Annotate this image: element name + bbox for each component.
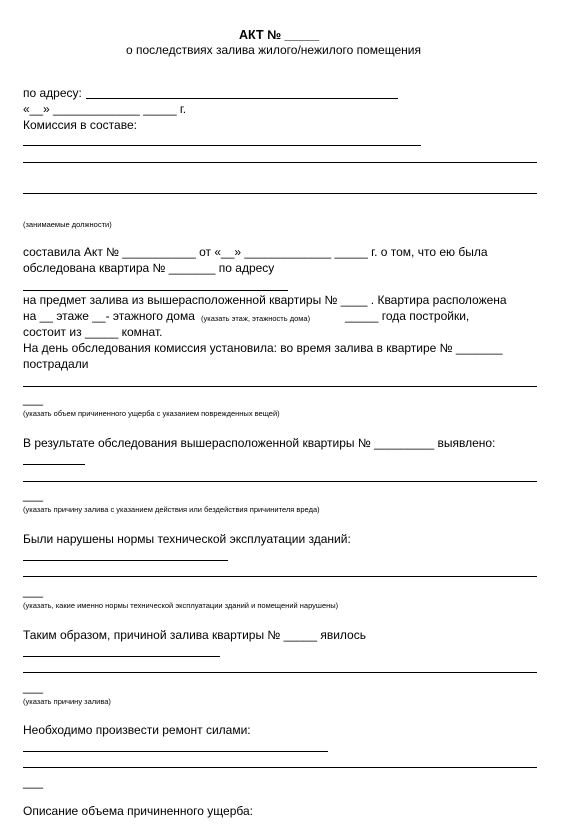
repair-short-line (23, 751, 328, 752)
repair-line: Необходимо произвести ремонт силами: (23, 723, 251, 737)
result-line: В результате обследования вышерасположенной квартиры № _________ выявлено: (23, 436, 496, 450)
act-line-1: составила Акт № ___________ от «__» _____________ _____ г. о том, что ею была (23, 245, 488, 259)
act-subtitle: о последствиях залива жилого/нежилого помещения (126, 43, 421, 57)
result-short-line (23, 464, 85, 465)
address-label: по адресу: (23, 86, 82, 100)
norms-line: Были нарушены нормы технической эксплуатации зданий: (23, 532, 351, 546)
reason-short-line (23, 656, 220, 657)
positions-note: (занимаемые должности) (23, 220, 112, 229)
commission-line-1 (23, 145, 421, 146)
repair-dash: ___ (23, 775, 44, 789)
address-extra-line (23, 290, 288, 291)
commission-line-3 (23, 193, 537, 194)
damage-dash: ___ (23, 392, 44, 406)
norms-note: (указать, какие именно нормы технической эксплуатации зданий и помещений нарушены) (23, 601, 339, 610)
subject-line: на предмет залива из вышерасположенной квартиры № ____ . Квартира расположена (23, 293, 507, 307)
damage-line (23, 386, 537, 387)
rooms-line: состоит из _____ комнат. (23, 325, 163, 339)
commission-label: Комиссия в составе: (23, 118, 137, 132)
cause-dash: ___ (23, 488, 44, 502)
reason-note: (указать причину залива) (23, 697, 111, 706)
reason-line: Таким образом, причиной залива квартиры № _____ явилось (23, 628, 366, 642)
reason-line-full (23, 672, 537, 673)
norms-short-line (23, 560, 228, 561)
commission-line-2 (23, 162, 537, 163)
inspection-line: На день обследования комиссия установила: во время залива в квартире № _______ (23, 341, 503, 355)
address-line (86, 98, 398, 99)
description-line: Описание объема причиненного ущерба: (23, 804, 253, 818)
suffered-label: пострадали (23, 357, 89, 371)
repair-line-full (23, 767, 537, 768)
act-line-2: обследована квартира № _______ по адресу (23, 261, 275, 275)
floor-text: на __ этаже __- этажного дома (23, 309, 195, 323)
norms-line-full (23, 576, 537, 577)
cause-note: (указать причину залива с указанием действия или бездействия причинителя вреда) (23, 505, 320, 514)
floor-note: (указать этаж, этажность дома) (201, 314, 311, 323)
cause-line (23, 481, 537, 482)
damage-note: (указать объем причиненного ущерба с указанием поврежденных вещей) (23, 409, 280, 418)
act-title: АКТ № _____ (239, 28, 320, 42)
reason-dash: ___ (23, 680, 44, 694)
floor-year: _____ года постройки, (345, 309, 470, 323)
norms-dash: ___ (23, 584, 44, 598)
date-line: «__» _____________ _____ г. (23, 102, 187, 116)
